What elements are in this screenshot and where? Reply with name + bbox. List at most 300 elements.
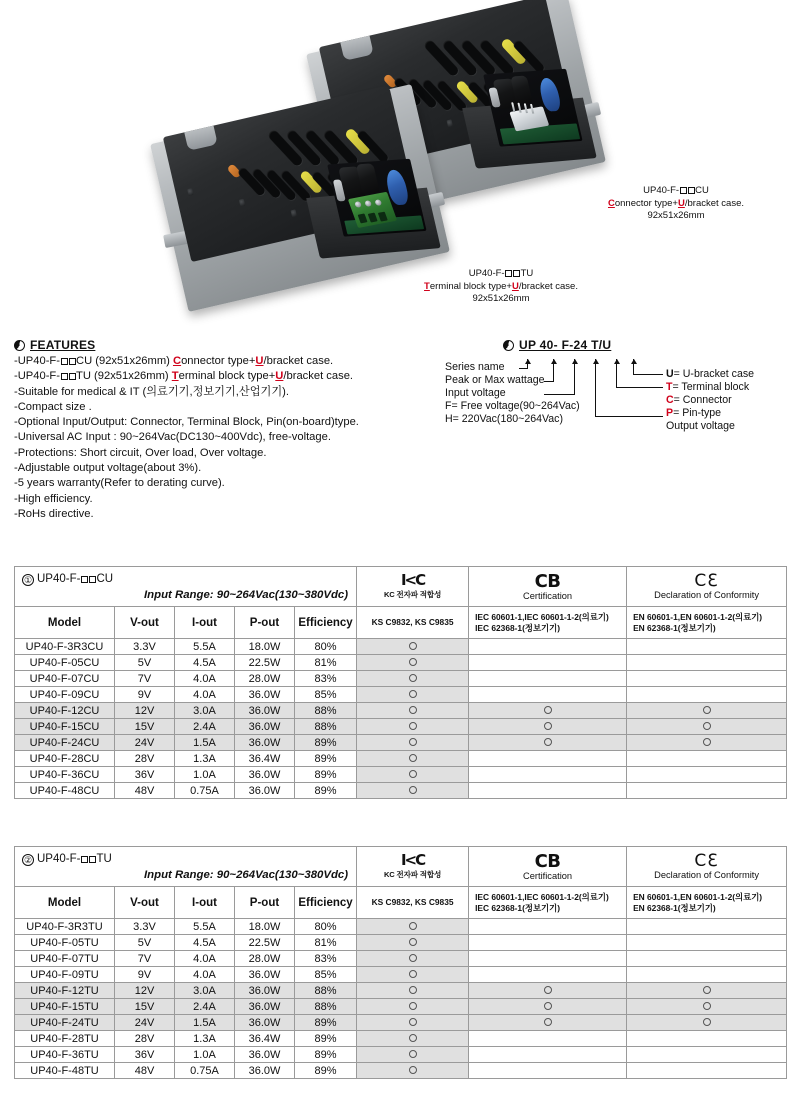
cell-efficiency: 83% xyxy=(295,671,357,687)
kc-logo-icon: I<C xyxy=(400,571,425,589)
table-row xyxy=(15,919,787,935)
circle-check-icon xyxy=(409,954,417,962)
cell-iout: 1.0A xyxy=(175,767,235,783)
kc-sub-label: KC 전자파 적합성 xyxy=(383,590,442,599)
cell-cb-mark xyxy=(469,719,627,735)
features-section xyxy=(14,338,434,522)
table-row xyxy=(15,639,787,655)
cell-iout: 1.5A xyxy=(175,1015,235,1031)
cell-ce-mark xyxy=(627,703,787,719)
cell-pout: 28.0W xyxy=(235,671,295,687)
cert-header-kc xyxy=(357,567,469,607)
cell-model: UP40-F-07CU xyxy=(15,671,115,687)
cell-kc-mark xyxy=(357,655,469,671)
cell-efficiency: 85% xyxy=(295,687,357,703)
col-header-model: Model xyxy=(15,887,115,919)
cell-cb-mark xyxy=(469,655,627,671)
table-row xyxy=(15,967,787,983)
table-row xyxy=(15,1063,787,1079)
table-row xyxy=(15,783,787,799)
circle-check-icon xyxy=(544,986,552,994)
cell-cb-mark xyxy=(469,1031,627,1047)
cell-vout: 7V xyxy=(115,951,175,967)
cell-efficiency: 81% xyxy=(295,655,357,671)
cell-efficiency: 89% xyxy=(295,1047,357,1063)
circle-check-icon xyxy=(544,738,552,746)
cell-kc-mark xyxy=(357,1063,469,1079)
cell-pout: 36.0W xyxy=(235,1015,295,1031)
feature-item: -5 years warranty(Refer to derating curve). xyxy=(14,477,225,490)
cell-vout: 24V xyxy=(115,1015,175,1031)
cell-efficiency: 89% xyxy=(295,1015,357,1031)
cb-sub-label: Certification xyxy=(523,870,573,881)
cell-ce-mark xyxy=(627,735,787,751)
cell-efficiency: 80% xyxy=(295,919,357,935)
cell-vout: 3.3V xyxy=(115,919,175,935)
table-row xyxy=(15,951,787,967)
circle-check-icon xyxy=(409,754,417,762)
cell-cb-mark xyxy=(469,703,627,719)
circle-check-icon xyxy=(409,674,417,682)
cell-pout: 36.0W xyxy=(235,999,295,1015)
table-row xyxy=(15,983,787,999)
cell-pout: 36.0W xyxy=(235,719,295,735)
cell-vout: 5V xyxy=(115,935,175,951)
table-row xyxy=(15,751,787,767)
circle-check-icon xyxy=(409,738,417,746)
cell-vout: 36V xyxy=(115,1047,175,1063)
caption-connector-type xyxy=(558,185,794,223)
cb-logo-icon: CB xyxy=(534,850,561,872)
cell-iout: 0.75A xyxy=(175,783,235,799)
cell-model: UP40-F-48CU xyxy=(15,783,115,799)
cell-ce-mark xyxy=(627,655,787,671)
model-code-label-wattage: Peak or Max wattage xyxy=(445,374,545,386)
cell-model: UP40-F-09TU xyxy=(15,967,115,983)
feature-item: -UP40-F- CU (92x51x26mm) Connector type+U/bracket case. xyxy=(14,355,334,367)
table-row xyxy=(15,735,787,751)
circle-check-icon xyxy=(409,770,417,778)
cell-cb-mark xyxy=(469,983,627,999)
col-header-iout: I-out xyxy=(175,607,235,639)
cell-ce-mark xyxy=(627,639,787,655)
circle-check-icon xyxy=(703,986,711,994)
table1-index: ① xyxy=(23,575,33,585)
col-header-pout: P-out xyxy=(235,607,295,639)
cell-pout: 36.0W xyxy=(235,687,295,703)
cell-model: UP40-F-3R3TU xyxy=(15,919,115,935)
cell-cb-mark xyxy=(469,767,627,783)
cell-kc-mark xyxy=(357,687,469,703)
circle-check-icon xyxy=(409,1066,417,1074)
cell-efficiency: 88% xyxy=(295,703,357,719)
circle-check-icon xyxy=(703,722,711,730)
cell-cb-mark xyxy=(469,783,627,799)
spec-table-1-wrapper xyxy=(14,566,786,799)
open-end-interior xyxy=(483,69,582,147)
cell-ce-mark xyxy=(627,983,787,999)
model-code-label-connector: C= Connector xyxy=(666,394,732,406)
cell-kc-mark xyxy=(357,719,469,735)
cert-header-ce xyxy=(627,847,787,887)
cert-header-cb xyxy=(469,567,627,607)
cell-iout: 4.0A xyxy=(175,967,235,983)
circle-check-icon xyxy=(409,706,417,714)
cell-efficiency: 89% xyxy=(295,1031,357,1047)
cell-vout: 7V xyxy=(115,671,175,687)
circle-check-icon xyxy=(703,706,711,714)
cell-kc-mark xyxy=(357,935,469,951)
table-row xyxy=(15,935,787,951)
spec-table-2-wrapper xyxy=(14,846,786,1079)
cell-kc-mark xyxy=(357,671,469,687)
cert-header-kc xyxy=(357,847,469,887)
cell-vout: 9V xyxy=(115,967,175,983)
cell-kc-mark xyxy=(357,919,469,935)
feature-item: -Universal AC Input : 90~264Vac(DC130~400Vdc), free-voltage. xyxy=(14,431,331,444)
model-code-diagram xyxy=(445,338,795,468)
circle-check-icon xyxy=(703,1018,711,1026)
kc-sub-label: KC 전자파 적합성 xyxy=(383,870,442,879)
table-row xyxy=(15,1031,787,1047)
cell-ce-mark xyxy=(627,999,787,1015)
table-row xyxy=(15,719,787,735)
model-code-title-label: UP 40- F-24 T/U xyxy=(519,338,612,352)
cell-ce-mark xyxy=(627,719,787,735)
cell-vout: 12V xyxy=(115,983,175,999)
kc-standards: KS C9832, KS C9835 xyxy=(357,607,469,639)
cell-iout: 1.3A xyxy=(175,751,235,767)
table1-body xyxy=(15,639,787,799)
cell-efficiency: 89% xyxy=(295,1063,357,1079)
table2-index: ② xyxy=(23,855,33,865)
circle-check-icon xyxy=(544,1002,552,1010)
cell-iout: 4.5A xyxy=(175,655,235,671)
kc-logo-icon: I<C xyxy=(400,851,425,869)
table-row xyxy=(15,671,787,687)
cell-efficiency: 81% xyxy=(295,935,357,951)
cell-cb-mark xyxy=(469,935,627,951)
cell-model: UP40-F-36CU xyxy=(15,767,115,783)
col-header-iout: I-out xyxy=(175,887,235,919)
feature-item: -UP40-F- TU (92x51x26mm) Terminal block type+U/bracket case. xyxy=(14,370,354,383)
cell-model: UP40-F-05CU xyxy=(15,655,115,671)
feature-item: -Adjustable output voltage(about 3%). xyxy=(14,462,202,475)
feature-item: -Compact size . xyxy=(14,400,92,413)
circle-check-icon xyxy=(544,706,552,714)
cell-vout: 28V xyxy=(115,1031,175,1047)
cb-standards-line1: IEC 60601-1,IEC 60601-1-2(의료기) xyxy=(475,611,609,622)
cell-iout: 2.4A xyxy=(175,719,235,735)
cell-kc-mark xyxy=(357,767,469,783)
features-list xyxy=(14,354,434,522)
cell-ce-mark xyxy=(627,1047,787,1063)
col-header-vout: V-out xyxy=(115,607,175,639)
cell-iout: 5.5A xyxy=(175,639,235,655)
table1-input-range: Input Range: 90~264Vac(130~380Vdc) xyxy=(143,589,349,601)
table-row xyxy=(15,687,787,703)
cell-kc-mark xyxy=(357,751,469,767)
cell-ce-mark xyxy=(627,767,787,783)
cell-model: UP40-F-24TU xyxy=(15,1015,115,1031)
circle-check-icon xyxy=(409,722,417,730)
model-code-label-u-bracket: U= U-bracket case xyxy=(666,368,755,380)
cell-iout: 4.0A xyxy=(175,687,235,703)
cell-model: UP40-F-09CU xyxy=(15,687,115,703)
cert-header-ce xyxy=(627,567,787,607)
cell-kc-mark xyxy=(357,1047,469,1063)
cell-pout: 36.0W xyxy=(235,783,295,799)
cell-iout: 0.75A xyxy=(175,1063,235,1079)
cell-pout: 36.0W xyxy=(235,967,295,983)
ce-sub-label: Declaration of Conformity xyxy=(654,870,759,880)
table2-title-cell xyxy=(15,847,357,887)
cell-iout: 5.5A xyxy=(175,919,235,935)
circle-check-icon xyxy=(409,658,417,666)
cell-iout: 4.0A xyxy=(175,671,235,687)
cell-ce-mark xyxy=(627,1015,787,1031)
cell-model: UP40-F-28TU xyxy=(15,1031,115,1047)
cell-kc-mark xyxy=(357,967,469,983)
table2-body xyxy=(15,919,787,1079)
table-row xyxy=(15,999,787,1015)
cell-vout: 48V xyxy=(115,1063,175,1079)
cell-pout: 36.0W xyxy=(235,983,295,999)
cell-vout: 15V xyxy=(115,719,175,735)
cell-iout: 3.0A xyxy=(175,983,235,999)
table-row xyxy=(15,703,787,719)
cell-cb-mark xyxy=(469,639,627,655)
cell-kc-mark xyxy=(357,735,469,751)
cell-efficiency: 89% xyxy=(295,735,357,751)
cell-pout: 18.0W xyxy=(235,919,295,935)
circle-check-icon xyxy=(409,690,417,698)
ce-standards-line1: EN 60601-1,EN 60601-1-2(의료기) xyxy=(633,611,763,622)
caption-tu-dimensions: 92x51x26mm xyxy=(472,293,530,304)
circle-check-icon xyxy=(409,922,417,930)
cell-vout: 48V xyxy=(115,783,175,799)
model-code-label-output-voltage: Output voltage xyxy=(666,420,735,432)
cell-cb-mark xyxy=(469,999,627,1015)
cell-model: UP40-F-3R3CU xyxy=(15,639,115,655)
cell-kc-mark xyxy=(357,983,469,999)
cell-ce-mark xyxy=(627,783,787,799)
table2-input-range: Input Range: 90~264Vac(130~380Vdc) xyxy=(143,869,349,881)
cell-ce-mark xyxy=(627,1031,787,1047)
ce-standards-line1: EN 60601-1,EN 60601-1-2(의료기) xyxy=(633,891,763,902)
features-heading-label: FEATURES xyxy=(30,338,96,352)
cell-model: UP40-F-36TU xyxy=(15,1047,115,1063)
cell-efficiency: 88% xyxy=(295,983,357,999)
cell-cb-mark xyxy=(469,919,627,935)
cell-vout: 28V xyxy=(115,751,175,767)
circle-check-icon xyxy=(409,970,417,978)
cell-efficiency: 88% xyxy=(295,999,357,1015)
caption-cu-type: Connector type+U/bracket case. xyxy=(607,197,744,209)
features-heading xyxy=(14,338,434,352)
col-header-efficiency: Efficiency xyxy=(295,607,357,639)
cell-vout: 9V xyxy=(115,687,175,703)
circle-check-icon xyxy=(409,938,417,946)
cell-vout: 15V xyxy=(115,999,175,1015)
cell-pout: 36.4W xyxy=(235,751,295,767)
feature-item: -Suitable for medical & IT (의료기기,정보기기,산업기기). xyxy=(14,385,289,398)
ce-standards-line2: EN 62368-1(정보기기) xyxy=(633,902,716,913)
bullet-circle-icon xyxy=(14,340,25,351)
model-code-label-pin-type: P= Pin-type xyxy=(666,407,722,419)
circle-check-icon xyxy=(409,1034,417,1042)
cell-pout: 22.5W xyxy=(235,935,295,951)
cell-model: UP40-F-48TU xyxy=(15,1063,115,1079)
cell-model: UP40-F-15CU xyxy=(15,719,115,735)
cb-standards-line2: IEC 62368-1(정보기기) xyxy=(475,622,561,633)
kc-standards: KS C9832, KS C9835 xyxy=(357,887,469,919)
cell-ce-mark xyxy=(627,935,787,951)
feature-item: -Protections: Short circuit, Over load, Over voltage. xyxy=(14,446,267,459)
col-header-model: Model xyxy=(15,607,115,639)
table1-number-title: ① UP40-F- CU xyxy=(23,573,114,585)
cell-model: UP40-F-12TU xyxy=(15,983,115,999)
cell-model: UP40-F-28CU xyxy=(15,751,115,767)
cb-standards-line1: IEC 60601-1,IEC 60601-1-2(의료기) xyxy=(475,891,609,902)
bullet-circle-icon xyxy=(503,340,514,351)
circle-check-icon xyxy=(409,1018,417,1026)
cell-vout: 36V xyxy=(115,767,175,783)
ce-standards-line2: EN 62368-1(정보기기) xyxy=(633,622,716,633)
ce-logo-icon: Cℇ xyxy=(694,571,719,591)
cell-vout: 5V xyxy=(115,655,175,671)
caption-cu-dimensions: 92x51x26mm xyxy=(647,210,705,221)
feature-item: -High efficiency. xyxy=(14,492,93,505)
table1-title-cell xyxy=(15,567,357,607)
cb-standards xyxy=(469,607,627,639)
table-row xyxy=(15,655,787,671)
cell-cb-mark xyxy=(469,1063,627,1079)
table-row xyxy=(15,1047,787,1063)
cell-cb-mark xyxy=(469,687,627,703)
ce-sub-label: Declaration of Conformity xyxy=(654,590,759,600)
cell-iout: 1.0A xyxy=(175,1047,235,1063)
circle-check-icon xyxy=(409,1050,417,1058)
cell-ce-mark xyxy=(627,919,787,935)
cell-pout: 22.5W xyxy=(235,655,295,671)
cell-efficiency: 89% xyxy=(295,767,357,783)
cell-iout: 1.5A xyxy=(175,735,235,751)
cell-model: UP40-F-24CU xyxy=(15,735,115,751)
circle-check-icon xyxy=(703,1002,711,1010)
cell-model: UP40-F-12CU xyxy=(15,703,115,719)
cell-cb-mark xyxy=(469,1015,627,1031)
cell-cb-mark xyxy=(469,967,627,983)
cell-kc-mark xyxy=(357,783,469,799)
cb-standards-line2: IEC 62368-1(정보기기) xyxy=(475,902,561,913)
feature-item: -Optional Input/Output: Connector, Terminal Block, Pin(on-board)type. xyxy=(14,416,359,429)
cell-efficiency: 88% xyxy=(295,719,357,735)
cell-pout: 28.0W xyxy=(235,951,295,967)
cell-cb-mark xyxy=(469,751,627,767)
col-header-efficiency: Efficiency xyxy=(295,887,357,919)
cell-cb-mark xyxy=(469,735,627,751)
cell-kc-mark xyxy=(357,951,469,967)
circle-check-icon xyxy=(544,722,552,730)
cell-kc-mark xyxy=(357,703,469,719)
col-header-vout: V-out xyxy=(115,887,175,919)
cell-iout: 4.5A xyxy=(175,935,235,951)
cell-ce-mark xyxy=(627,687,787,703)
spec-table-terminal-type xyxy=(14,846,787,1079)
table-row xyxy=(15,767,787,783)
cell-efficiency: 89% xyxy=(295,751,357,767)
caption-terminal-type xyxy=(383,268,619,306)
circle-check-icon xyxy=(409,1002,417,1010)
cell-kc-mark xyxy=(357,999,469,1015)
cell-cb-mark xyxy=(469,1047,627,1063)
cell-pout: 36.0W xyxy=(235,703,295,719)
cell-kc-mark xyxy=(357,1031,469,1047)
cell-iout: 2.4A xyxy=(175,999,235,1015)
cell-iout: 3.0A xyxy=(175,703,235,719)
cb-sub-label: Certification xyxy=(523,590,573,601)
caption-cu-model: UP40-F- CU xyxy=(643,185,709,196)
ce-logo-icon: Cℇ xyxy=(694,851,719,871)
cell-cb-mark xyxy=(469,671,627,687)
cert-header-cb xyxy=(469,847,627,887)
product-photo-area xyxy=(0,0,800,330)
cell-cb-mark xyxy=(469,951,627,967)
model-code-label-terminal-block: T= Terminal block xyxy=(666,381,750,393)
ce-standards xyxy=(627,607,787,639)
cell-ce-mark xyxy=(627,967,787,983)
circle-check-icon xyxy=(703,738,711,746)
cell-iout: 1.3A xyxy=(175,1031,235,1047)
model-code-label-series: Series name xyxy=(445,361,505,373)
cell-pout: 36.0W xyxy=(235,735,295,751)
cell-kc-mark xyxy=(357,639,469,655)
cell-pout: 36.0W xyxy=(235,1063,295,1079)
circle-check-icon xyxy=(409,642,417,650)
cell-model: UP40-F-05TU xyxy=(15,935,115,951)
cell-vout: 12V xyxy=(115,703,175,719)
cell-efficiency: 85% xyxy=(295,967,357,983)
cell-pout: 18.0W xyxy=(235,639,295,655)
cb-standards xyxy=(469,887,627,919)
cell-ce-mark xyxy=(627,1063,787,1079)
circle-check-icon xyxy=(409,986,417,994)
table2-number-title: ② UP40-F- TU xyxy=(23,853,112,865)
cell-ce-mark xyxy=(627,671,787,687)
cb-logo-icon: CB xyxy=(534,570,561,592)
model-code-title xyxy=(503,338,611,352)
cell-ce-mark xyxy=(627,951,787,967)
circle-check-icon xyxy=(409,786,417,794)
model-code-label-220vac: H= 220Vac(180~264Vac) xyxy=(445,413,563,425)
cell-pout: 36.4W xyxy=(235,1031,295,1047)
model-code-label-free-voltage: F= Free voltage(90~264Vac) xyxy=(445,400,580,412)
caption-tu-type: Terminal block type+U/bracket case. xyxy=(424,280,578,292)
spec-table-connector-type xyxy=(14,566,787,799)
model-code-label-input-voltage: Input voltage xyxy=(445,387,506,399)
cell-vout: 3.3V xyxy=(115,639,175,655)
feature-item: -RoHs directive. xyxy=(14,507,94,520)
cell-pout: 36.0W xyxy=(235,767,295,783)
cell-model: UP40-F-07TU xyxy=(15,951,115,967)
cell-kc-mark xyxy=(357,1015,469,1031)
cell-efficiency: 89% xyxy=(295,783,357,799)
cell-efficiency: 80% xyxy=(295,639,357,655)
cell-iout: 4.0A xyxy=(175,951,235,967)
cell-vout: 24V xyxy=(115,735,175,751)
open-end-interior xyxy=(327,159,426,237)
